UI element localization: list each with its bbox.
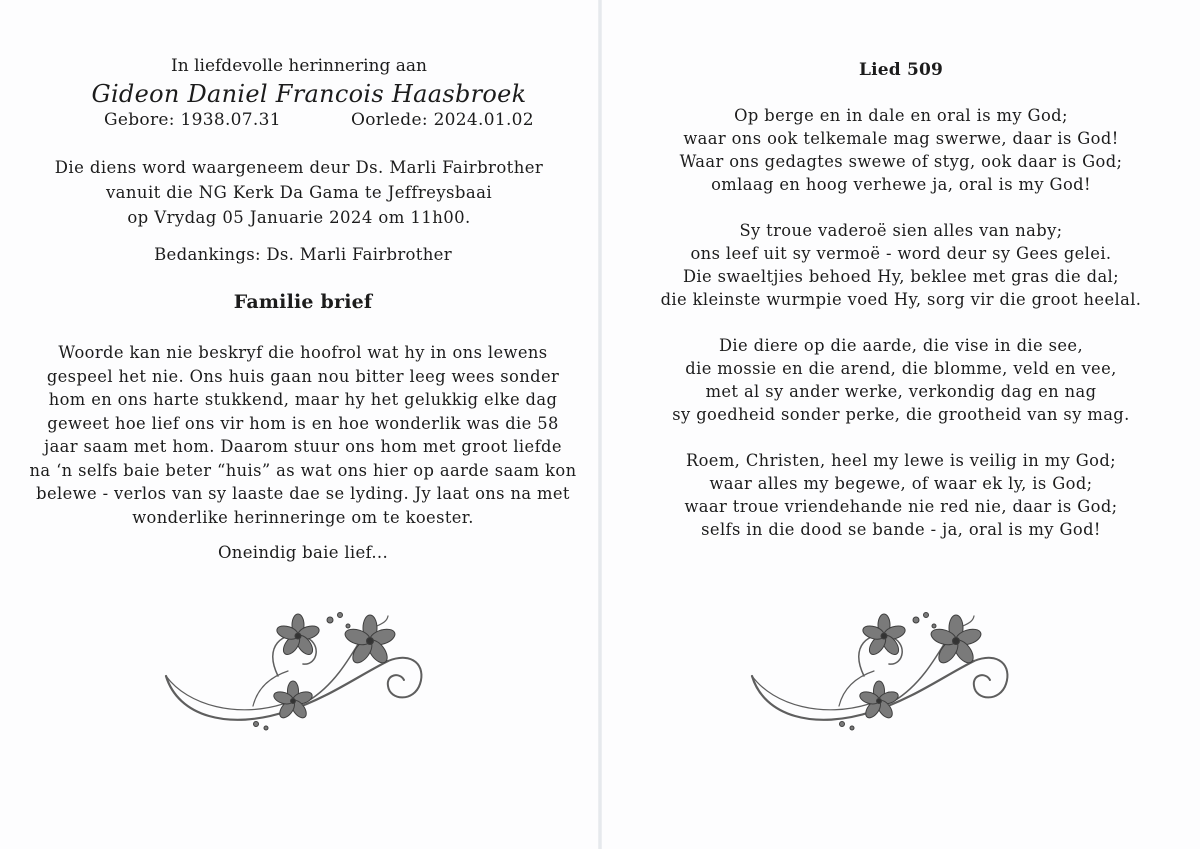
letter-line: geweet hoe lief ons vir hom is en hoe wonderlik was die 58 (47, 413, 559, 433)
floral-swirl-icon (158, 606, 438, 746)
thanks-line: Bedankings: Ds. Marli Fairbrother (154, 245, 452, 264)
verse-line: Op berge en in dale en oral is my God; (734, 106, 1068, 125)
letter-line: wonderlike herinneringe om te koester. (132, 507, 474, 527)
signoff: Oneindig baie lief... (217, 543, 389, 562)
hymn-verse (602, 449, 1200, 541)
family-letter (0, 341, 606, 529)
verse-line: Waar ons gedagtes swewe of styg, ook daar is God; (679, 152, 1123, 171)
verse-line: Die diere op die aarde, die vise in die see, (718, 336, 1084, 355)
verse-line: waar alles my begewe, of waar ek ly, is God; (709, 474, 1093, 493)
letter-line: na ‘n selfs baie beter “huis” as wat ons hier op aarde saam kon (29, 460, 577, 480)
letter-line: Woorde kan nie beskryf die hoofrol wat hy in ons lewens (58, 343, 548, 362)
letter-line: jaar saam met hom. Daarom stuur ons hom met groot liefde (44, 437, 562, 456)
letter-line: gespeel het nie. Ons huis gaan nou bitter leeg wees sonder (46, 366, 560, 386)
verse-line: ons leef uit sy vermoë - word deur sy Gees gelei. (690, 244, 1112, 263)
letter-heading: Familie brief (233, 291, 373, 313)
floral-swirl-icon (744, 606, 1024, 746)
intro-text: In liefdevolle herinnering aan (171, 56, 427, 76)
death-date: Oorlede: 2024.01.02 (351, 110, 534, 130)
verse-line: waar ons ook telkemale mag swerwe, daar is God! (683, 129, 1119, 148)
verse-line: Die swaeltjies behoed Hy, beklee met gras die dal; (682, 267, 1120, 286)
hymn-verse (602, 334, 1200, 426)
letter-line: hom en ons harte stukkend, maar hy het gelukkig elke dag (48, 390, 558, 409)
verse-line: sy goedheid sonder perke, die grootheid van sy mag. (672, 405, 1130, 424)
verse-line: die kleinste wurmpie voed Hy, sorg vir die groot heelal. (660, 290, 1142, 309)
verse-line: Roem, Christen, heel my lewe is veilig in my God; (685, 451, 1117, 470)
hymn-verse (602, 219, 1200, 311)
verse-line: selfs in die dood se bande - ja, oral is my God! (701, 520, 1101, 539)
hymn-text (602, 104, 1200, 564)
hymn-title: Lied 509 (858, 60, 944, 80)
service-line: op Vrydag 05 Januarie 2024 om 11h00. (127, 208, 471, 227)
service-line: vanuit die NG Kerk Da Gama te Jeffreysbaai (105, 183, 493, 202)
service-details (0, 155, 598, 230)
verse-line: omlaag en hoog verhewe ja, oral is my God! (711, 175, 1091, 194)
verse-line: die mossie en die arend, die blomme, veld en vee, (685, 359, 1117, 378)
left-page (0, 0, 598, 849)
verse-line: met al sy ander werke, verkondig dag en nag (705, 382, 1097, 401)
birth-date: Gebore: 1938.07.31 (104, 110, 281, 130)
right-page (602, 0, 1200, 849)
deceased-name: Gideon Daniel Francois Haasbroek (91, 80, 527, 108)
hymn-verse (602, 104, 1200, 196)
letter-line: belewe - verlos van sy laaste dae se lyding. Jy laat ons na met (36, 484, 570, 503)
service-line: Die diens word waargeneem deur Ds. Marli Fairbrother (54, 158, 544, 177)
verse-line: Sy troue vaderoë sien alles van naby; (739, 221, 1063, 240)
verse-line: waar troue vriendehande nie red nie, daar is God; (684, 497, 1118, 516)
